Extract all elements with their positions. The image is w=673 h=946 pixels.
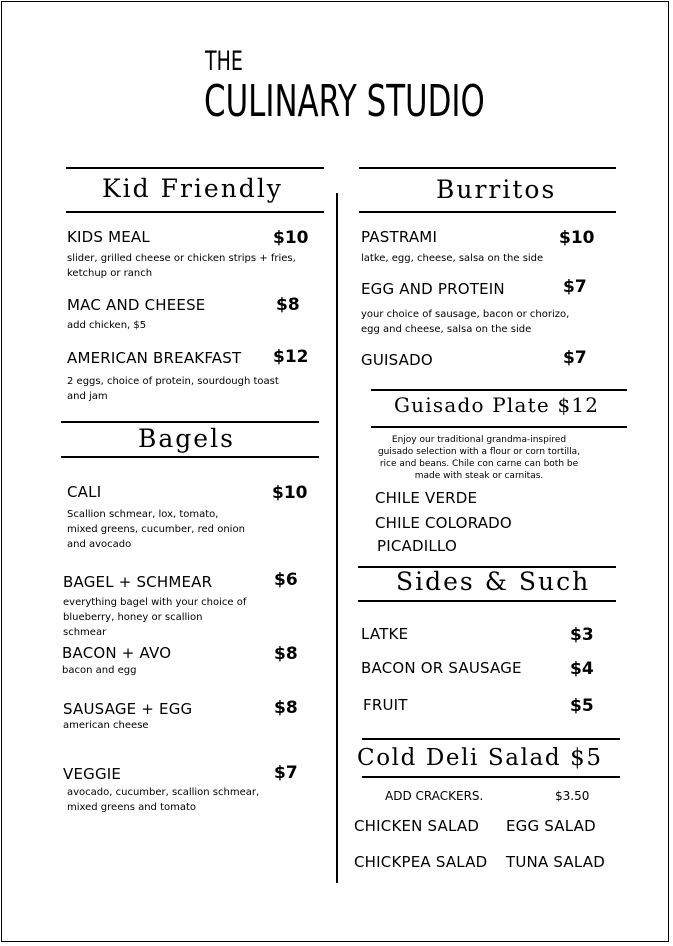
menu-item-price: $8 — [274, 644, 298, 664]
menu-item-desc: 2 eggs, choice of protein, sourdough toast and jam — [67, 376, 279, 402]
brand-name: CULINARY STUDIO — [204, 76, 485, 127]
column-divider — [336, 193, 338, 883]
brand-line-the: THE — [205, 46, 243, 77]
menu-item-name: AMERICAN BREAKFAST — [67, 349, 242, 367]
section-title-burritos: Burritos — [436, 175, 557, 204]
menu-item-price: $5 — [570, 696, 594, 716]
menu-item-price: $8 — [274, 698, 298, 718]
section-title-cold-deli: Cold Deli Salad $5 — [357, 745, 603, 771]
section-title-guisado-plate: Guisado Plate $12 — [394, 393, 600, 417]
salad-option: CHICKEN SALAD — [354, 817, 480, 835]
menu-item-name: BACON OR SAUSAGE — [361, 659, 522, 677]
divider — [66, 167, 324, 169]
menu-item-price: $3 — [570, 625, 594, 645]
menu-item-desc: avocado, cucumber, scallion schmear, mixed greens and tomato — [67, 787, 260, 813]
guisado-option: CHILE VERDE — [375, 489, 478, 507]
guisado-option: CHILE COLORADO — [375, 514, 512, 532]
menu-item-price: $8 — [276, 295, 300, 315]
divider — [371, 426, 627, 428]
divider — [371, 389, 627, 391]
section-title-sides: Sides & Such — [396, 567, 591, 596]
menu-item-desc: everything bagel with your choice of blueberry, honey or scallion schmear — [63, 597, 247, 638]
divider — [362, 738, 620, 740]
salad-option: CHICKPEA SALAD — [354, 853, 488, 871]
menu-item-price: $7 — [563, 348, 587, 368]
guisado-option: PICADILLO — [377, 537, 457, 555]
divider — [358, 600, 616, 602]
section-title-kid-friendly: Kid Friendly — [102, 174, 283, 203]
menu-item-price: $6 — [274, 570, 298, 590]
divider — [66, 211, 324, 213]
menu-item-desc: your choice of sausage, bacon or chorizo, egg and cheese, salsa on the side — [361, 309, 570, 335]
menu-item-desc: slider, grilled cheese or chicken strips + fries, ketchup or ranch — [67, 253, 296, 279]
menu-item-desc: Scallion schmear, lox, tomato, mixed greens, cucumber, red onion and avocado — [67, 509, 245, 550]
menu-item-name: EGG AND PROTEIN — [361, 280, 505, 298]
menu-item-name: CALI — [67, 483, 102, 501]
menu-item-price: $10 — [272, 483, 308, 503]
menu-item-name: KIDS MEAL — [67, 228, 150, 246]
divider — [359, 167, 616, 169]
menu-item-price: $12 — [273, 347, 309, 367]
menu-item-desc: bacon and egg — [62, 665, 137, 676]
menu-item-name: VEGGIE — [63, 765, 122, 783]
addon-price: $3.50 — [555, 789, 590, 803]
menu-item-name: FRUIT — [363, 696, 408, 714]
addon-label: ADD CRACKERS. — [385, 789, 484, 803]
menu-item-name: SAUSAGE + EGG — [63, 700, 193, 718]
menu-item-desc: american cheese — [63, 720, 149, 731]
salad-option: EGG SALAD — [506, 817, 596, 835]
divider — [61, 456, 319, 458]
menu-item-desc: add chicken, $5 — [67, 320, 147, 331]
menu-item-price: $7 — [563, 277, 587, 297]
menu-item-name: LATKE — [361, 625, 409, 643]
guisado-plate-desc: Enjoy our traditional grandma-inspired guisado selection with a flour or corn tortilla, rice and beans. Chile con carne can both be made with steak or carnitas. — [377, 435, 581, 481]
menu-item-name: PASTRAMI — [361, 228, 438, 246]
menu-item-name: BACON + AVO — [62, 644, 172, 662]
menu-item-price: $10 — [273, 228, 309, 248]
menu-item-price: $7 — [274, 763, 298, 783]
menu-item-name: GUISADO — [361, 351, 433, 369]
menu-item-name: BAGEL + SCHMEAR — [63, 573, 213, 591]
salad-option: TUNA SALAD — [506, 853, 605, 871]
divider — [359, 211, 616, 213]
menu-item-price: $10 — [559, 228, 595, 248]
divider — [61, 421, 319, 423]
menu-item-desc: latke, egg, cheese, salsa on the side — [361, 253, 544, 264]
divider — [362, 776, 620, 778]
menu-item-name: MAC AND CHEESE — [67, 296, 206, 314]
section-title-bagels: Bagels — [138, 424, 235, 453]
menu-item-price: $4 — [570, 659, 594, 679]
